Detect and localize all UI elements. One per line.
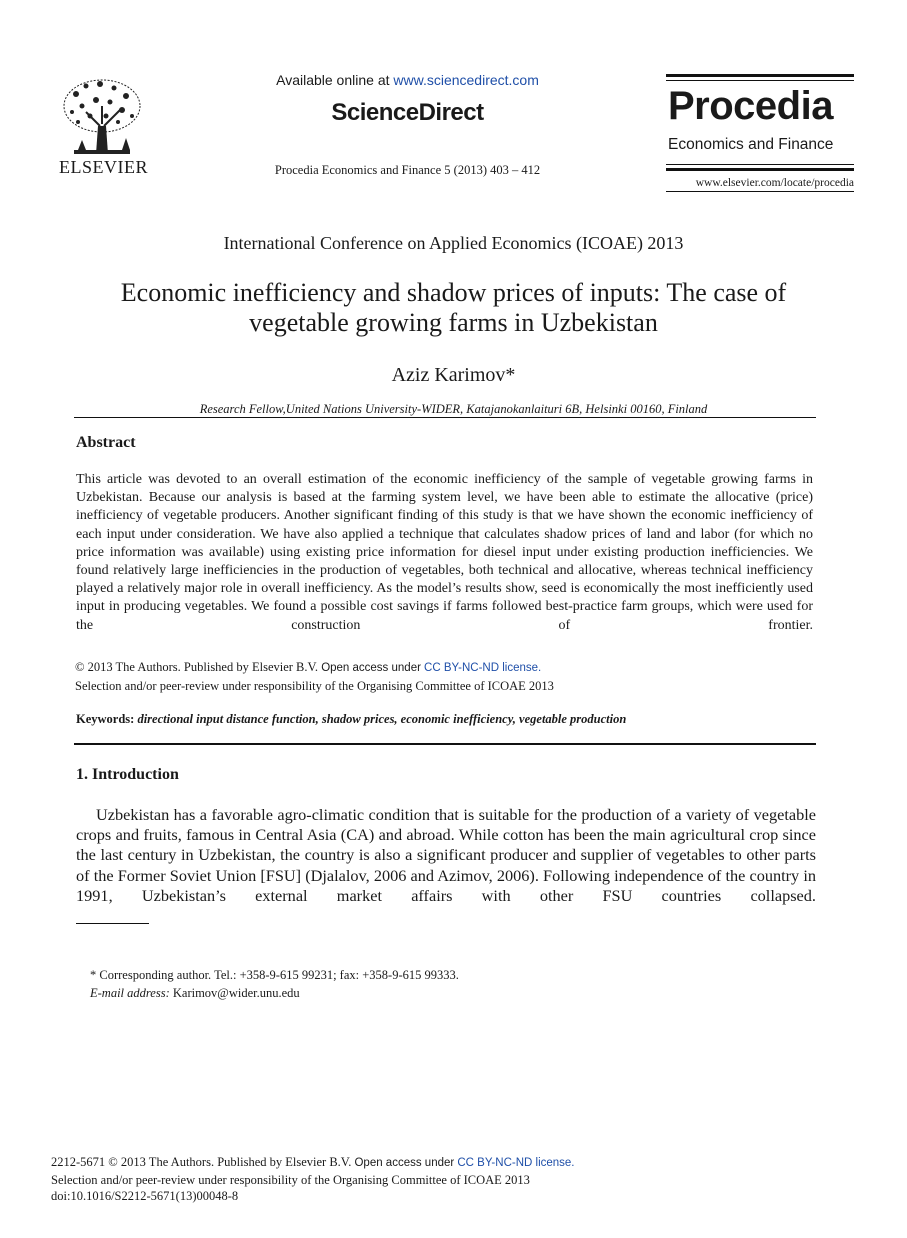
sciencedirect-link[interactable]: www.sciencedirect.com [393,72,539,88]
keywords-list: directional input distance function, shadow prices, economic inefficiency, vegetable production [137,712,627,726]
abstract-divider [74,743,816,745]
procedia-mid-rule [666,164,854,165]
availability-line [220,72,595,88]
footer-open-access: Open access under [354,1157,455,1169]
procedia-subtitle: Economics and Finance [668,136,834,153]
keywords-line [76,712,816,727]
paper-title [60,278,847,338]
publisher-name: ELSEVIER [59,157,148,177]
procedia-bottom-rule [666,191,854,192]
introduction-paragraph: Uzbekistan has a favorable agro-climatic condition that is suitable for the production of a variety of vegetable crops and fruits, famous in Central Asia (CA) and abroad. While cotton has been the main agricultural crop since the last century in Uzbekistan, the country is also a significant producer and supplier of vegetables to other parts of the Former Soviet Union [FSU] (Djalalov, 2006 and Azimov, 2006). Following independence of the country in 1991, Uzbekistan’s external market affairs with other FSU countries collapsed. [76,805,816,905]
section-heading-introduction: 1. Introduction [76,766,179,783]
keywords-label: Keywords: [76,712,135,726]
procedia-top-rule [666,74,854,77]
header-divider [74,417,816,418]
procedia-top-rule-thin [666,80,854,81]
footnote-separator [76,923,149,924]
author-name: Aziz Karimov* [391,364,516,386]
open-access-text: Open access under [321,662,421,674]
selection-text: Selection and/or peer-review under responsibility of the Organising Committee of ICOAE 2013 [75,678,554,693]
paper-title-line-2: vegetable growing farms in Uzbekistan [249,308,658,337]
license-link[interactable]: CC BY-NC-ND license. [424,662,542,674]
footer-license-link[interactable]: CC BY-NC-ND license. [457,1157,575,1169]
copyright-block [75,659,815,695]
author-affiliation: Research Fellow,United Nations University-WIDER, Katajanokanlaituri 6B, Helsinki 00160, Finland [199,402,708,416]
footer-doi[interactable]: doi:10.1016/S2212-5671(13)00048-8 [51,1189,239,1203]
email-label: E-mail address: [90,985,170,1000]
author-email[interactable]: Karimov@wider.unu.edu [172,985,300,1000]
journal-reference: Procedia Economics and Finance 5 (2013) 403 – 412 [274,163,541,177]
available-prefix: Available online at [276,72,390,88]
footer-issn: 2212-5671 © 2013 The Authors. Published by Elsevier B.V. [51,1155,352,1169]
copyright-text: © 2013 The Authors. Published by Elsevier B.V. [75,660,319,674]
procedia-url[interactable]: www.elsevier.com/locate/procedia [695,177,854,189]
procedia-mid-rule-thick [666,168,854,171]
footnote [90,967,810,1002]
page-footer [51,1154,811,1205]
corresponding-author-note: * Corresponding author. Tel.: +358-9-615 99231; fax: +358-9-615 99333. [90,968,459,982]
conference-name: International Conference on Applied Economics (ICOAE) 2013 [223,233,684,253]
abstract-text: This article was devoted to an overall estimation of the economic inefficiency of the sample of vegetable growing farms in Uzbekistan. Because our analysis is based at the farming system level, we have been able to estimate the allocative (price) inefficiency of vegetable producers. Another significant finding of this study is that we have shown the economic inefficiency of each input under consideration. We have also applied a technique that calculates shadow prices of land and labor (for which no price information was available) using existing price information for diesel input under existing production inefficiencies. We found relatively large inefficiencies in the production of vegetables, both technical and allocative, whereas technical inefficiency played a relatively major role in overall inefficiency. As the model’s results show, seed is economically the most inefficiently used input in producing vegetables. We found a possible cost savings if farms followed best-practice farm groups, which were used for the construction of frontier. [76,472,813,633]
footer-selection: Selection and/or peer-review under responsibility of the Organising Committee of ICOAE 2013 [51,1172,530,1187]
procedia-title: Procedia [668,84,833,128]
sciencedirect-brand: ScienceDirect [331,99,484,126]
abstract-heading: Abstract [76,434,136,451]
paper-title-line-1: Economic inefficiency and shadow prices of inputs: The case of [120,278,787,307]
